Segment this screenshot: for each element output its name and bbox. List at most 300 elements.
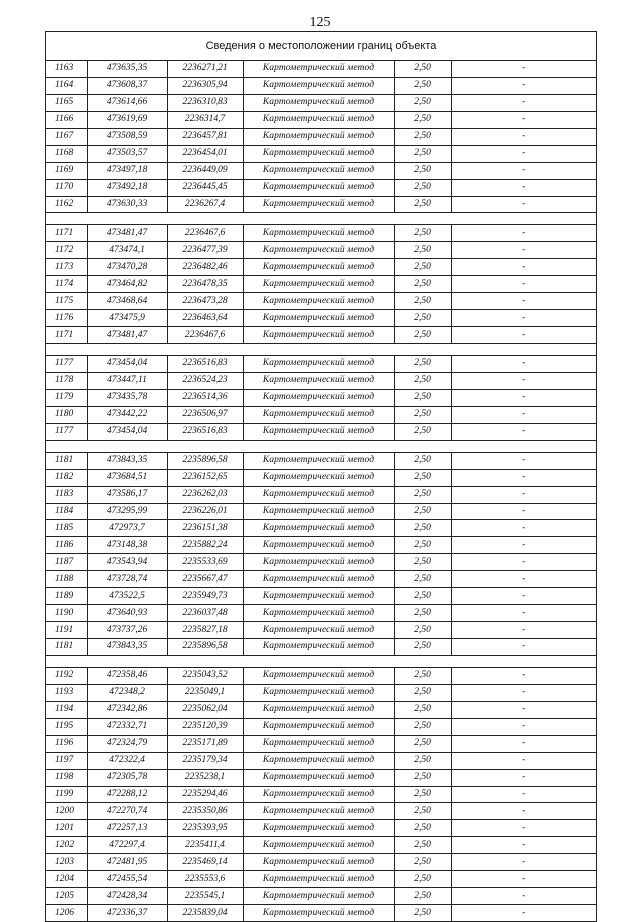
x-coordinate-cell: 473503,57 (87, 145, 167, 162)
method-cell: Картометрический метод (243, 469, 394, 486)
x-coordinate-cell: 473522,5 (87, 588, 167, 605)
x-coordinate-cell: 473497,18 (87, 162, 167, 179)
x-coordinate-cell: 473447,11 (87, 372, 167, 389)
table-row (46, 571, 596, 588)
x-coordinate-cell: 473470,28 (87, 259, 167, 276)
accuracy-cell: 2,50 (394, 356, 451, 373)
point-number-cell: 1185 (46, 520, 87, 537)
table-row (46, 718, 596, 735)
accuracy-cell: 2,50 (394, 503, 451, 520)
table-row (46, 389, 596, 406)
table-row (46, 276, 596, 293)
description-cell: - (451, 503, 596, 520)
method-cell: Картометрический метод (243, 837, 394, 854)
y-coordinate-cell: 2236445,45 (167, 179, 243, 196)
x-coordinate-cell: 473464,82 (87, 276, 167, 293)
table-row (46, 452, 596, 469)
x-coordinate-cell: 473442,22 (87, 406, 167, 423)
group-separator-row (46, 655, 596, 667)
method-cell: Картометрический метод (243, 310, 394, 327)
accuracy-cell: 2,50 (394, 888, 451, 905)
accuracy-cell: 2,50 (394, 179, 451, 196)
y-coordinate-cell: 2236467,6 (167, 225, 243, 242)
accuracy-cell: 2,50 (394, 372, 451, 389)
y-coordinate-cell: 2236524,23 (167, 372, 243, 389)
table-row (46, 94, 596, 111)
y-coordinate-cell: 2235553,6 (167, 871, 243, 888)
method-cell: Картометрический метод (243, 667, 394, 684)
table-row (46, 735, 596, 752)
y-coordinate-cell: 2235949,73 (167, 588, 243, 605)
description-cell: - (451, 61, 596, 77)
method-cell: Картометрический метод (243, 276, 394, 293)
accuracy-cell: 2,50 (394, 423, 451, 440)
accuracy-cell: 2,50 (394, 622, 451, 639)
x-coordinate-cell: 472348,2 (87, 684, 167, 701)
group-separator-cell (46, 344, 596, 356)
y-coordinate-cell: 2235469,14 (167, 854, 243, 871)
accuracy-cell: 2,50 (394, 145, 451, 162)
description-cell: - (451, 389, 596, 406)
accuracy-cell: 2,50 (394, 905, 451, 922)
x-coordinate-cell: 472332,71 (87, 718, 167, 735)
table-row (46, 520, 596, 537)
point-number-cell: 1181 (46, 639, 87, 656)
description-cell: - (451, 128, 596, 145)
x-coordinate-cell: 472455,54 (87, 871, 167, 888)
method-cell: Картометрический метод (243, 639, 394, 656)
accuracy-cell: 2,50 (394, 259, 451, 276)
table-row (46, 554, 596, 571)
table-row (46, 128, 596, 145)
description-cell: - (451, 77, 596, 94)
point-number-cell: 1200 (46, 803, 87, 820)
table-row (46, 905, 596, 922)
accuracy-cell: 2,50 (394, 111, 451, 128)
accuracy-cell: 2,50 (394, 837, 451, 854)
description-cell: - (451, 820, 596, 837)
description-cell: - (451, 871, 596, 888)
method-cell: Картометрический метод (243, 554, 394, 571)
method-cell: Картометрический метод (243, 605, 394, 622)
table-row (46, 684, 596, 701)
point-number-cell: 1193 (46, 684, 87, 701)
table-row (46, 179, 596, 196)
point-number-cell: 1205 (46, 888, 87, 905)
accuracy-cell: 2,50 (394, 786, 451, 803)
x-coordinate-cell: 472973,7 (87, 520, 167, 537)
description-cell: - (451, 905, 596, 922)
accuracy-cell: 2,50 (394, 588, 451, 605)
table-row (46, 356, 596, 373)
method-cell: Картометрический метод (243, 242, 394, 259)
group-separator-cell (46, 213, 596, 225)
description-cell: - (451, 537, 596, 554)
point-number-cell: 1166 (46, 111, 87, 128)
table-row (46, 77, 596, 94)
table-row (46, 372, 596, 389)
y-coordinate-cell: 2236314,7 (167, 111, 243, 128)
table-row (46, 871, 596, 888)
y-coordinate-cell: 2235839,04 (167, 905, 243, 922)
x-coordinate-cell: 473737,26 (87, 622, 167, 639)
y-coordinate-cell: 2235043,52 (167, 667, 243, 684)
accuracy-cell: 2,50 (394, 486, 451, 503)
group-separator-cell (46, 440, 596, 452)
method-cell: Картометрический метод (243, 452, 394, 469)
table-row (46, 423, 596, 440)
point-number-cell: 1176 (46, 310, 87, 327)
accuracy-cell: 2,50 (394, 735, 451, 752)
point-number-cell: 1168 (46, 145, 87, 162)
table-row (46, 310, 596, 327)
x-coordinate-cell: 473619,69 (87, 111, 167, 128)
point-number-cell: 1172 (46, 242, 87, 259)
y-coordinate-cell: 2235882,24 (167, 537, 243, 554)
y-coordinate-cell: 2236037,48 (167, 605, 243, 622)
point-number-cell: 1173 (46, 259, 87, 276)
y-coordinate-cell: 2236262,03 (167, 486, 243, 503)
y-coordinate-cell: 2235238,1 (167, 769, 243, 786)
y-coordinate-cell: 2235171,89 (167, 735, 243, 752)
method-cell: Картометрический метод (243, 854, 394, 871)
x-coordinate-cell: 472257,13 (87, 820, 167, 837)
table-row (46, 486, 596, 503)
method-cell: Картометрический метод (243, 128, 394, 145)
description-cell: - (451, 701, 596, 718)
method-cell: Картометрический метод (243, 77, 394, 94)
y-coordinate-cell: 2235667,47 (167, 571, 243, 588)
point-number-cell: 1171 (46, 327, 87, 344)
table-row (46, 111, 596, 128)
accuracy-cell: 2,50 (394, 605, 451, 622)
accuracy-cell: 2,50 (394, 389, 451, 406)
table-row (46, 667, 596, 684)
y-coordinate-cell: 2236310,83 (167, 94, 243, 111)
description-cell: - (451, 752, 596, 769)
y-coordinate-cell: 2236463,64 (167, 310, 243, 327)
method-cell: Картометрический метод (243, 259, 394, 276)
method-cell: Картометрический метод (243, 406, 394, 423)
y-coordinate-cell: 2236152,65 (167, 469, 243, 486)
description-cell: - (451, 786, 596, 803)
table-row (46, 701, 596, 718)
point-number-cell: 1196 (46, 735, 87, 752)
group-separator-row (46, 344, 596, 356)
method-cell: Картометрический метод (243, 94, 394, 111)
point-number-cell: 1164 (46, 77, 87, 94)
point-number-cell: 1163 (46, 61, 87, 77)
method-cell: Картометрический метод (243, 888, 394, 905)
x-coordinate-cell: 473295,99 (87, 503, 167, 520)
accuracy-cell: 2,50 (394, 452, 451, 469)
x-coordinate-cell: 473474,1 (87, 242, 167, 259)
description-cell: - (451, 111, 596, 128)
point-number-cell: 1181 (46, 452, 87, 469)
accuracy-cell: 2,50 (394, 77, 451, 94)
x-coordinate-cell: 473481,47 (87, 225, 167, 242)
point-number-cell: 1194 (46, 701, 87, 718)
accuracy-cell: 2,50 (394, 61, 451, 77)
accuracy-cell: 2,50 (394, 162, 451, 179)
method-cell: Картометрический метод (243, 423, 394, 440)
description-cell: - (451, 327, 596, 344)
description-cell: - (451, 225, 596, 242)
description-cell: - (451, 406, 596, 423)
description-cell: - (451, 423, 596, 440)
point-number-cell: 1203 (46, 854, 87, 871)
x-coordinate-cell: 472336,37 (87, 905, 167, 922)
description-cell: - (451, 605, 596, 622)
point-number-cell: 1190 (46, 605, 87, 622)
accuracy-cell: 2,50 (394, 310, 451, 327)
y-coordinate-cell: 2235062,04 (167, 701, 243, 718)
point-number-cell: 1192 (46, 667, 87, 684)
method-cell: Картометрический метод (243, 111, 394, 128)
table-row (46, 837, 596, 854)
accuracy-cell: 2,50 (394, 769, 451, 786)
y-coordinate-cell: 2236267,4 (167, 196, 243, 213)
description-cell: - (451, 372, 596, 389)
x-coordinate-cell: 473454,04 (87, 423, 167, 440)
y-coordinate-cell: 2236478,35 (167, 276, 243, 293)
accuracy-cell: 2,50 (394, 639, 451, 656)
method-cell: Картометрический метод (243, 293, 394, 310)
description-cell: - (451, 854, 596, 871)
page-number: 125 (309, 15, 331, 30)
method-cell: Картометрический метод (243, 145, 394, 162)
y-coordinate-cell: 2235896,58 (167, 452, 243, 469)
description-cell: - (451, 769, 596, 786)
table-row (46, 196, 596, 213)
x-coordinate-cell: 473508,59 (87, 128, 167, 145)
accuracy-cell: 2,50 (394, 196, 451, 213)
x-coordinate-cell: 473475,9 (87, 310, 167, 327)
group-separator-row (46, 213, 596, 225)
y-coordinate-cell: 2235179,34 (167, 752, 243, 769)
x-coordinate-cell: 473630,33 (87, 196, 167, 213)
description-cell: - (451, 520, 596, 537)
table-row (46, 162, 596, 179)
description-cell: - (451, 571, 596, 588)
y-coordinate-cell: 2236506,97 (167, 406, 243, 423)
y-coordinate-cell: 2236305,94 (167, 77, 243, 94)
method-cell: Картометрический метод (243, 718, 394, 735)
description-cell: - (451, 718, 596, 735)
y-coordinate-cell: 2235411,4 (167, 837, 243, 854)
accuracy-cell: 2,50 (394, 537, 451, 554)
table-row (46, 293, 596, 310)
description-cell: - (451, 356, 596, 373)
table-row (46, 327, 596, 344)
x-coordinate-cell: 473843,35 (87, 452, 167, 469)
table-row (46, 854, 596, 871)
x-coordinate-cell: 472324,79 (87, 735, 167, 752)
accuracy-cell: 2,50 (394, 94, 451, 111)
x-coordinate-cell: 473492,18 (87, 179, 167, 196)
description-cell: - (451, 888, 596, 905)
point-number-cell: 1171 (46, 225, 87, 242)
table-row (46, 537, 596, 554)
point-number-cell: 1198 (46, 769, 87, 786)
method-cell: Картометрический метод (243, 803, 394, 820)
method-cell: Картометрический метод (243, 571, 394, 588)
y-coordinate-cell: 2236457,81 (167, 128, 243, 145)
y-coordinate-cell: 2236477,39 (167, 242, 243, 259)
y-coordinate-cell: 2235350,86 (167, 803, 243, 820)
point-number-cell: 1201 (46, 820, 87, 837)
table-row (46, 61, 596, 77)
x-coordinate-cell: 473454,04 (87, 356, 167, 373)
point-number-cell: 1187 (46, 554, 87, 571)
point-number-cell: 1204 (46, 871, 87, 888)
point-number-cell: 1197 (46, 752, 87, 769)
accuracy-cell: 2,50 (394, 276, 451, 293)
accuracy-cell: 2,50 (394, 871, 451, 888)
method-cell: Картометрический метод (243, 486, 394, 503)
point-number-cell: 1179 (46, 389, 87, 406)
x-coordinate-cell: 473586,17 (87, 486, 167, 503)
point-number-cell: 1202 (46, 837, 87, 854)
y-coordinate-cell: 2235533,69 (167, 554, 243, 571)
boundary-points-sheet (45, 31, 597, 922)
y-coordinate-cell: 2235545,1 (167, 888, 243, 905)
y-coordinate-cell: 2236473,28 (167, 293, 243, 310)
y-coordinate-cell: 2236226,01 (167, 503, 243, 520)
table-row (46, 752, 596, 769)
table-row (46, 820, 596, 837)
description-cell: - (451, 94, 596, 111)
description-cell: - (451, 639, 596, 656)
point-number-cell: 1186 (46, 537, 87, 554)
x-coordinate-cell: 472342,86 (87, 701, 167, 718)
accuracy-cell: 2,50 (394, 242, 451, 259)
description-cell: - (451, 452, 596, 469)
method-cell: Картометрический метод (243, 196, 394, 213)
point-number-cell: 1191 (46, 622, 87, 639)
table-body (46, 61, 596, 922)
table-row (46, 503, 596, 520)
method-cell: Картометрический метод (243, 520, 394, 537)
x-coordinate-cell: 473148,38 (87, 537, 167, 554)
y-coordinate-cell: 2236482,46 (167, 259, 243, 276)
table-row (46, 639, 596, 656)
y-coordinate-cell: 2236449,09 (167, 162, 243, 179)
y-coordinate-cell: 2235049,1 (167, 684, 243, 701)
method-cell: Картометрический метод (243, 684, 394, 701)
method-cell: Картометрический метод (243, 327, 394, 344)
accuracy-cell: 2,50 (394, 854, 451, 871)
x-coordinate-cell: 473543,94 (87, 554, 167, 571)
description-cell: - (451, 803, 596, 820)
y-coordinate-cell: 2236454,01 (167, 145, 243, 162)
x-coordinate-cell: 472297,4 (87, 837, 167, 854)
x-coordinate-cell: 472288,12 (87, 786, 167, 803)
accuracy-cell: 2,50 (394, 406, 451, 423)
x-coordinate-cell: 472358,46 (87, 667, 167, 684)
method-cell: Картометрический метод (243, 622, 394, 639)
description-cell: - (451, 162, 596, 179)
description-cell: - (451, 196, 596, 213)
accuracy-cell: 2,50 (394, 701, 451, 718)
y-coordinate-cell: 2236467,6 (167, 327, 243, 344)
group-separator-cell (46, 655, 596, 667)
table-row (46, 803, 596, 820)
description-cell: - (451, 276, 596, 293)
description-cell: - (451, 554, 596, 571)
accuracy-cell: 2,50 (394, 571, 451, 588)
description-cell: - (451, 667, 596, 684)
x-coordinate-cell: 473684,51 (87, 469, 167, 486)
x-coordinate-cell: 473614,66 (87, 94, 167, 111)
accuracy-cell: 2,50 (394, 803, 451, 820)
y-coordinate-cell: 2235393,95 (167, 820, 243, 837)
point-number-cell: 1183 (46, 486, 87, 503)
accuracy-cell: 2,50 (394, 752, 451, 769)
x-coordinate-cell: 473468,64 (87, 293, 167, 310)
table-caption: Сведения о местоположении границ объекта (46, 32, 596, 61)
table-row (46, 622, 596, 639)
accuracy-cell: 2,50 (394, 554, 451, 571)
table-row (46, 225, 596, 242)
y-coordinate-cell: 2236514,36 (167, 389, 243, 406)
method-cell: Картометрический метод (243, 61, 394, 77)
accuracy-cell: 2,50 (394, 684, 451, 701)
x-coordinate-cell: 473435,78 (87, 389, 167, 406)
accuracy-cell: 2,50 (394, 128, 451, 145)
description-cell: - (451, 179, 596, 196)
point-number-cell: 1162 (46, 196, 87, 213)
x-coordinate-cell: 472305,78 (87, 769, 167, 786)
description-cell: - (451, 310, 596, 327)
point-number-cell: 1177 (46, 356, 87, 373)
description-cell: - (451, 293, 596, 310)
y-coordinate-cell: 2235896,58 (167, 639, 243, 656)
accuracy-cell: 2,50 (394, 520, 451, 537)
method-cell: Картометрический метод (243, 389, 394, 406)
table-row (46, 259, 596, 276)
table-row (46, 406, 596, 423)
description-cell: - (451, 145, 596, 162)
table-row (46, 469, 596, 486)
accuracy-cell: 2,50 (394, 469, 451, 486)
table-row (46, 605, 596, 622)
y-coordinate-cell: 2236151,38 (167, 520, 243, 537)
method-cell: Картометрический метод (243, 372, 394, 389)
description-cell: - (451, 259, 596, 276)
x-coordinate-cell: 473481,47 (87, 327, 167, 344)
method-cell: Картометрический метод (243, 905, 394, 922)
x-coordinate-cell: 472428,34 (87, 888, 167, 905)
point-number-cell: 1180 (46, 406, 87, 423)
y-coordinate-cell: 2235294,46 (167, 786, 243, 803)
point-number-cell: 1206 (46, 905, 87, 922)
point-number-cell: 1188 (46, 571, 87, 588)
point-number-cell: 1195 (46, 718, 87, 735)
method-cell: Картометрический метод (243, 735, 394, 752)
point-number-cell: 1167 (46, 128, 87, 145)
x-coordinate-cell: 473635,35 (87, 61, 167, 77)
y-coordinate-cell: 2236271,21 (167, 61, 243, 77)
y-coordinate-cell: 2235827,18 (167, 622, 243, 639)
method-cell: Картометрический метод (243, 820, 394, 837)
description-cell: - (451, 684, 596, 701)
accuracy-cell: 2,50 (394, 667, 451, 684)
point-number-cell: 1174 (46, 276, 87, 293)
method-cell: Картометрический метод (243, 786, 394, 803)
accuracy-cell: 2,50 (394, 293, 451, 310)
description-cell: - (451, 469, 596, 486)
